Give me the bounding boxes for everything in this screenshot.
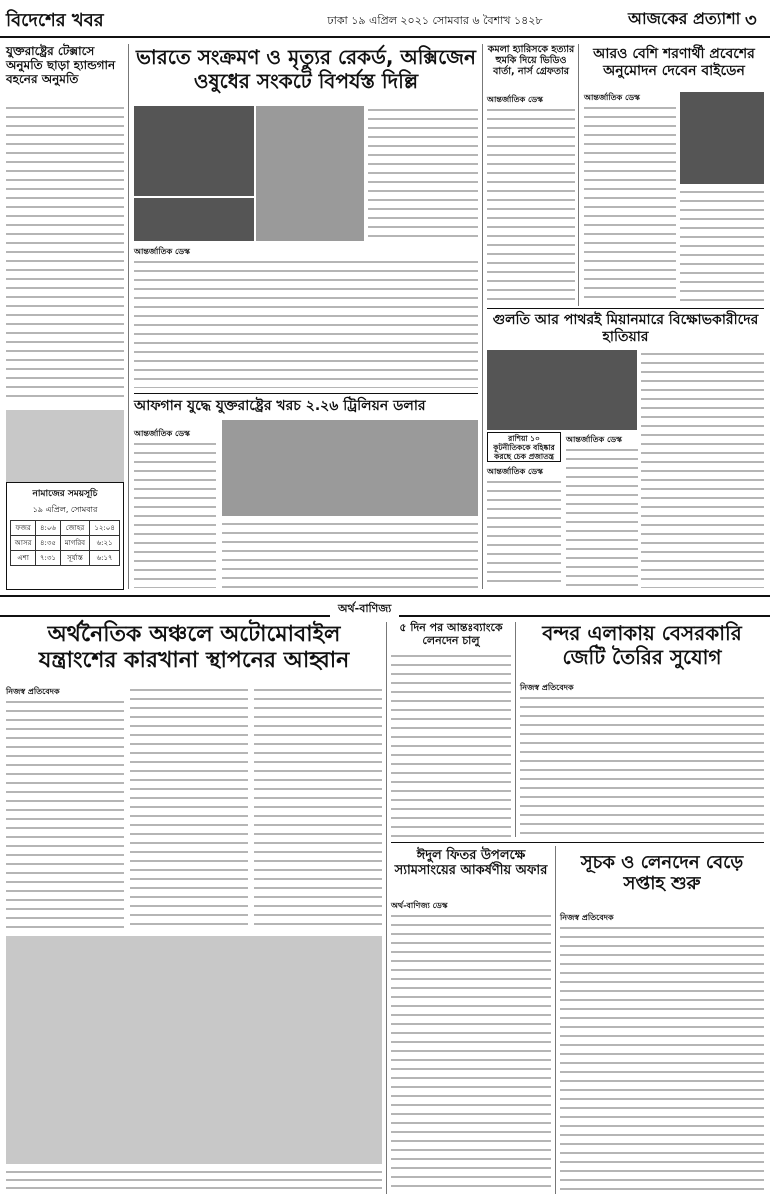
- article-body-russia: [487, 478, 561, 588]
- russia-headline-box: [487, 432, 561, 462]
- article-body-india-1: [368, 106, 478, 241]
- table-cell: ফজর: [11, 521, 36, 536]
- article-body-india-2: [134, 258, 478, 388]
- prayer-box-title: নামাজের সময়সূচি: [32, 489, 98, 499]
- byline: আন্তর্জাতিক ডেস্ক: [584, 93, 640, 102]
- headline-russia: রাশিয়া ১০ কূটনীতিককে বহিষ্কার করছে চেক প্রজাতন্ত্র: [493, 434, 555, 461]
- section-band-label: অর্থ-বাণিজ্য: [330, 600, 399, 619]
- article-body-automobile-1: [6, 698, 124, 930]
- table-cell: জোহর: [60, 521, 89, 536]
- dateline: ঢাকা ১৯ এপ্রিল ২০২১ সোমবার ৬ বৈশাখ ১৪২৮: [327, 14, 543, 27]
- article-body-index: [560, 924, 764, 1194]
- table-cell: মাগরিব: [60, 536, 89, 551]
- article-body-afghan-1: [134, 440, 216, 588]
- article-body-automobile-2: [130, 686, 248, 930]
- rule: [487, 308, 764, 309]
- biden-photo: [680, 92, 764, 184]
- headline-kamala: কমলা হ্যারিসকে হত্যার হুমকি দিয়ে ভিডিও বার্তা, নার্স গ্রেফতার: [487, 44, 575, 78]
- headline-samsung: ঈদুল ফিতর উপলক্ষে স্যামসাংয়ের আকর্ষণীয় অফার: [394, 848, 548, 879]
- patients-photo: [134, 198, 254, 241]
- byline: আন্তর্জাতিক ডেস্ক: [134, 247, 190, 256]
- byline: আন্তর্জাতিক ডেস্ক: [487, 467, 543, 476]
- table-cell: ৪:০৬: [36, 521, 61, 536]
- section-title: বিদেশের খবর: [6, 10, 104, 31]
- column-divider: [578, 44, 579, 306]
- article-body-automobile-3: [254, 686, 382, 930]
- article-body-jetty: [520, 694, 764, 837]
- headline-automobile: অর্থনৈতিক অঞ্চলে অটোমোবাইল যন্ত্রাংশের কারখানা স্থাপনের আহ্বান: [38, 622, 350, 673]
- headline-jetty: বন্দর এলাকায় বেসরকারি জেটি তৈরির সুযোগ: [542, 621, 742, 669]
- column-divider: [555, 846, 556, 1194]
- table-cell: ৬:১৭: [90, 551, 120, 566]
- byline: নিজস্ব প্রতিবেদক: [560, 913, 614, 922]
- headline-index: সূচক ও লেনদেন বেড়ে সপ্তাহ শুরু: [580, 852, 744, 895]
- table-row: [11, 521, 120, 536]
- table-cell: সূর্যাস্ত: [60, 551, 89, 566]
- prayer-times-box: [6, 482, 124, 590]
- video-conference-photo: [6, 936, 382, 1164]
- hospital-photo: [134, 106, 254, 196]
- table-cell: এশা: [11, 551, 36, 566]
- article-body-biden-2: [680, 188, 764, 304]
- rule: [391, 842, 764, 843]
- helicopter-photo: [222, 420, 478, 516]
- column-divider: [482, 44, 483, 589]
- article-body-biden-1: [584, 104, 676, 304]
- byline: আন্তর্জাতিক ডেস্ক: [487, 95, 543, 104]
- table-row: [11, 536, 120, 551]
- rule: [134, 393, 478, 394]
- headline-myanmar: গুলতি আর পাথরই মিয়ানমারে বিক্ষোভকারীদের হাতিয়ার: [492, 312, 759, 345]
- myanmar-protest-photo: [487, 350, 637, 430]
- article-body-kamala: [487, 106, 575, 306]
- byline: আন্তর্জাতিক ডেস্ক: [134, 429, 190, 438]
- headline-bank: ৫ দিন পর আন্তঃব্যাংকে লেনদেন চালু: [399, 621, 503, 647]
- page-number: ৩: [745, 10, 757, 31]
- column-divider: [386, 622, 387, 1194]
- prayer-box-date: ১৯ এপ্রিল, সোমবার: [32, 505, 98, 514]
- mosque-illustration: [6, 410, 124, 482]
- byline: নিজস্ব প্রতিবেদক: [6, 687, 60, 696]
- byline: আন্তর্জাতিক ডেস্ক: [566, 435, 622, 444]
- table-cell: ৪:৩৫: [36, 536, 61, 551]
- byline: অর্থ-বাণিজ্য ডেস্ক: [391, 901, 448, 910]
- table-cell: আসর: [11, 536, 36, 551]
- article-body-samsung: [391, 912, 551, 1194]
- photo-caption: [6, 1168, 382, 1194]
- article-body-texas: [6, 104, 124, 404]
- column-divider: [128, 44, 129, 589]
- column-divider: [515, 622, 516, 837]
- table-cell: ১২:০৪: [90, 521, 120, 536]
- byline: নিজস্ব প্রতিবেদক: [520, 683, 574, 692]
- headline-biden: আরও বেশি শরণার্থী প্রবেশের অনুমোদন দেবেন বাইডেন: [593, 46, 755, 79]
- article-body-bank: [391, 652, 511, 837]
- table-cell: ৬:২১: [90, 536, 120, 551]
- article-body-myanmar-2: [641, 350, 764, 588]
- headline-texas: যুক্তরাষ্ট্রের টেক্সাসে অনুমতি ছাড়া হ্যান্ডগান বহনের অনুমতি: [6, 44, 116, 87]
- prayer-table: [10, 520, 120, 566]
- table-cell: ৭:৩১: [36, 551, 61, 566]
- table-row: [11, 551, 120, 566]
- article-body-myanmar-1: [566, 446, 638, 588]
- headline-afghan: আফগান যুদ্ধে যুক্তরাষ্ট্রের খরচ ২.২৬ ট্রিলিয়ন ডলার: [134, 398, 426, 414]
- article-body-afghan-2: [222, 520, 478, 588]
- paper-logo: আজকের প্রত্যাশা: [628, 9, 741, 28]
- oxygen-cylinders-photo: [256, 106, 364, 241]
- headline-india-covid: ভারতে সংক্রমণ ও মৃত্যুর রেকর্ড, অক্সিজেন ওষুধের সংকটে বিপর্যস্ত দিল্লি: [136, 45, 476, 93]
